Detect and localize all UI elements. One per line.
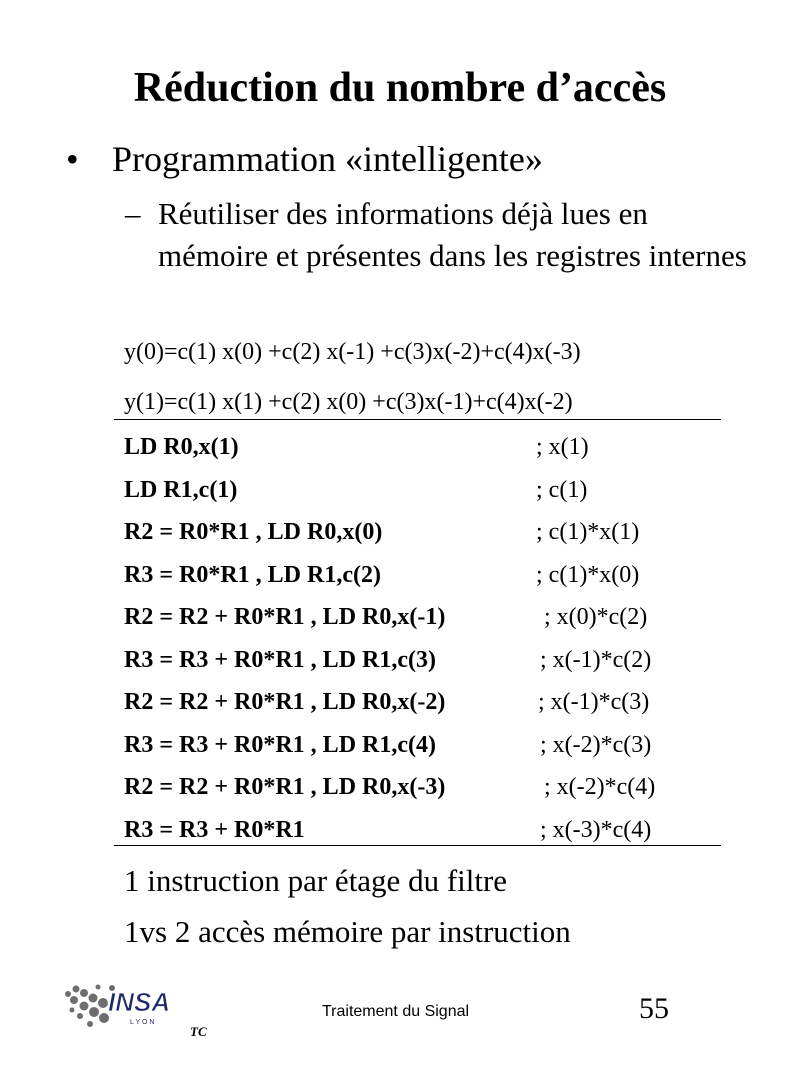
instruction-code: LD R1,c(1) xyxy=(124,477,238,503)
slide-title: Réduction du nombre d’accès xyxy=(133,65,667,111)
instruction-comment: ; x(-1)*c(3) xyxy=(538,689,650,715)
instruction-code: R3 = R3 + R0*R1 xyxy=(124,817,305,843)
note-memory-access: 1vs 2 accès mémoire par instruction xyxy=(124,914,571,949)
equation-y1: y(1)=c(1) x(1) +c(2) x(0) +c(3)x(-1)+c(4)x(-2) xyxy=(124,389,573,415)
instruction-code: LD R0,x(1) xyxy=(124,434,239,460)
table-top-rule xyxy=(114,419,721,420)
insa-logo xyxy=(60,978,220,1050)
logo-text: INSA xyxy=(108,987,171,1017)
instruction-code: R3 = R3 + R0*R1 , LD R1,c(3) xyxy=(124,647,436,673)
logo-tag: TC xyxy=(190,1024,207,1039)
insa-logo-graphic xyxy=(60,978,220,1050)
instruction-code: R2 = R2 + R0*R1 , LD R0,x(-3) xyxy=(124,774,446,800)
instruction-comment: ; c(1)*x(1) xyxy=(536,519,640,545)
instruction-comment: ; x(1) xyxy=(536,434,589,460)
bullet-marker: • xyxy=(66,139,79,179)
instruction-code: R2 = R2 + R0*R1 , LD R0,x(-2) xyxy=(124,689,446,715)
sub-bullet-text: Réutiliser des informations déjà lues en mémoire et présentes dans les registres internes xyxy=(158,196,747,273)
sub-bullet-marker: – xyxy=(125,196,141,231)
instruction-code: R2 = R2 + R0*R1 , LD R0,x(-1) xyxy=(124,604,446,630)
main-bullet-text: Programmation «intelligente» xyxy=(112,139,543,179)
instruction-code: R3 = R3 + R0*R1 , LD R1,c(4) xyxy=(124,732,436,758)
main-bullet xyxy=(66,136,543,182)
footer-course-title: Traitement du Signal xyxy=(322,1003,470,1020)
table-bottom-rule xyxy=(114,845,721,846)
instruction-comment: ; c(1) xyxy=(536,477,588,503)
instruction-code: R3 = R0*R1 , LD R1,c(2) xyxy=(124,562,381,588)
note-instruction-per-stage: 1 instruction par étage du filtre xyxy=(124,863,508,898)
instruction-code: R2 = R0*R1 , LD R0,x(0) xyxy=(124,519,383,545)
page-number: 55 xyxy=(639,992,669,1025)
instruction-comment: ; x(-2)*c(3) xyxy=(540,732,652,758)
logo-subtext: L Y O N xyxy=(130,1019,155,1026)
instruction-comment: ; x(-3)*c(4) xyxy=(540,817,652,843)
instruction-comment: ; x(-1)*c(2) xyxy=(540,647,652,673)
equation-y0: y(0)=c(1) x(0) +c(2) x(-1) +c(3)x(-2)+c(4)x(-3) xyxy=(124,339,581,365)
instruction-comment: ; x(0)*c(2) xyxy=(544,604,648,630)
instruction-comment: ; x(-2)*c(4) xyxy=(544,774,656,800)
instruction-comment: ; c(1)*x(0) xyxy=(536,562,640,588)
